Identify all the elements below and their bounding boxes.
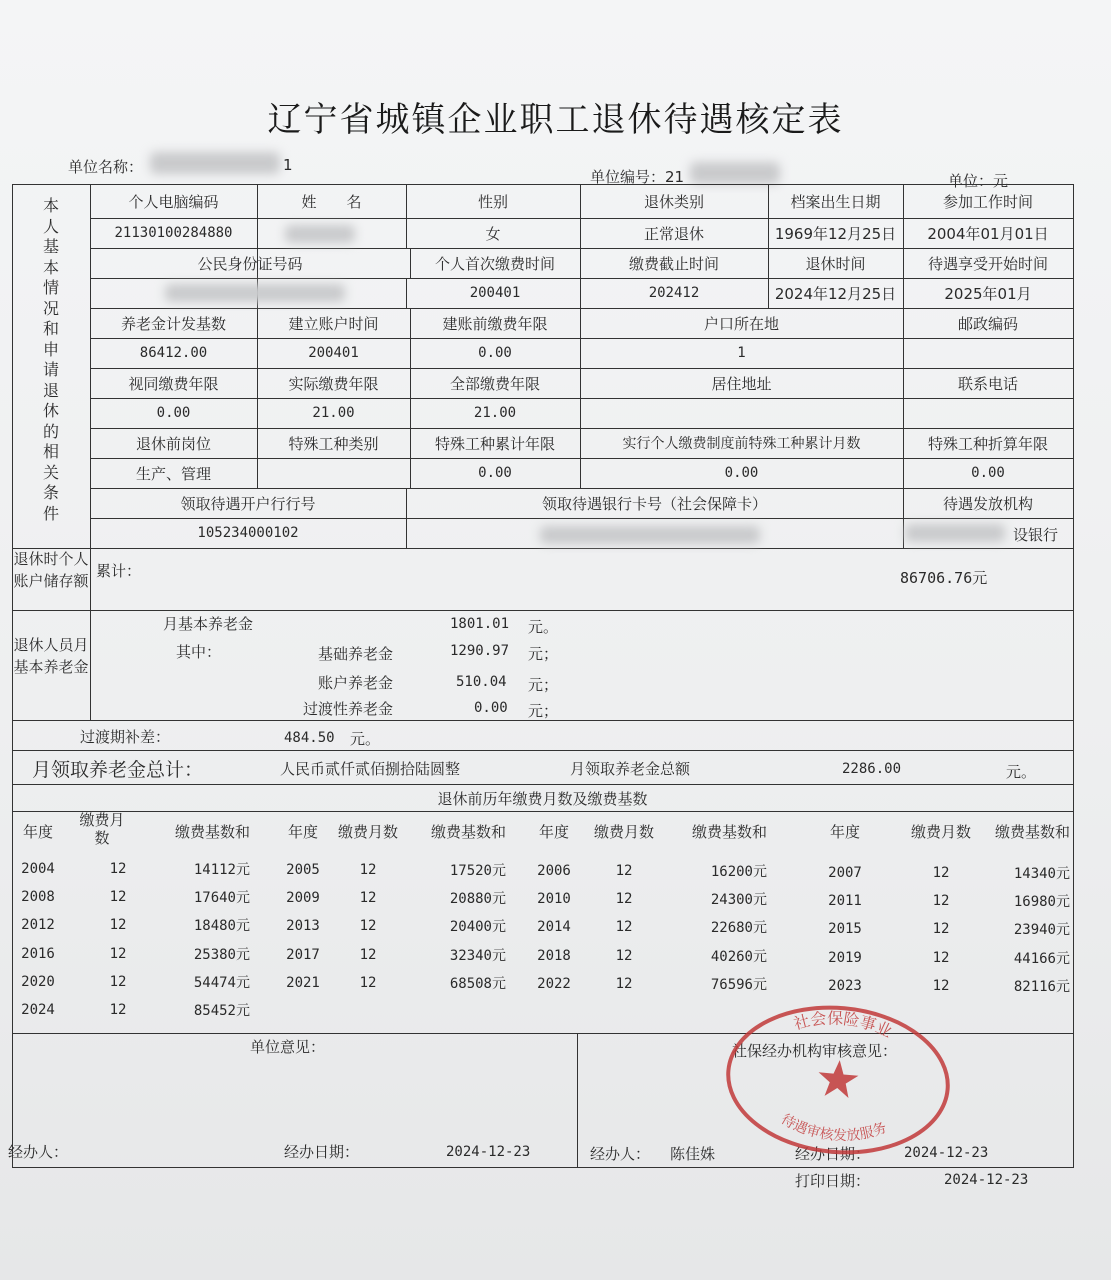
special-months-value: 0.00 xyxy=(724,465,759,481)
header-special-months: 实行个人缴费制度前特殊工种累计月数 xyxy=(622,436,861,452)
agency-opinion-label: 社保经办机构审核意见： xyxy=(732,1042,898,1060)
history-year-cell: 2015 xyxy=(828,920,862,937)
redaction xyxy=(905,524,1005,542)
history-year-cell: 2023 xyxy=(828,977,862,994)
history-sum-cell: 16200元 xyxy=(710,864,767,881)
header-special-type: 特殊工种类别 xyxy=(288,434,379,453)
post-value: 生产、管理 xyxy=(135,464,211,483)
history-sum-cell: 14112元 xyxy=(193,862,250,878)
history-sum-cell: 54474元 xyxy=(193,975,250,991)
history-year-cell: 2009 xyxy=(286,890,320,907)
history-sum-cell: 17640元 xyxy=(193,890,250,906)
account-pension-value: 510.04 xyxy=(456,674,507,690)
actual-years-value: 21.00 xyxy=(312,405,355,421)
account-pension-unit: 元； xyxy=(528,676,559,694)
pay-end-value: 202412 xyxy=(648,285,700,301)
header-pay-end: 缴费截止时间 xyxy=(628,254,719,273)
unit-name-label: 单位名称： xyxy=(68,158,144,176)
handler2-name: 陈佳姝 xyxy=(670,1145,716,1163)
unit-name-tail: 1 xyxy=(283,156,293,174)
account-cumulative-value: 86706.76元 xyxy=(900,569,988,587)
header-gender: 性别 xyxy=(477,192,508,211)
total-years-value: 21.00 xyxy=(473,405,517,421)
history-year-cell: 2019 xyxy=(828,949,862,966)
history-sum-cell: 25380元 xyxy=(193,947,250,963)
redaction xyxy=(690,162,780,184)
header-personal-code: 个人电脑编码 xyxy=(128,192,219,211)
transition-diff-unit: 元。 xyxy=(350,730,381,748)
transition-pension-label: 过渡性养老金 xyxy=(303,700,394,718)
total-rmb-words: 人民币贰仟贰佰捌拾陆圆整 xyxy=(280,760,461,778)
unit-label: 单位：元 xyxy=(948,172,1009,190)
header-id-number: 公民身份证号码 xyxy=(197,254,303,273)
redaction xyxy=(285,225,355,243)
border-line xyxy=(12,1167,1074,1168)
of-which-label: 其中： xyxy=(176,643,222,661)
birth-date-value: 1969年12月25日 xyxy=(774,224,897,243)
history-year-cell: 2012 xyxy=(21,917,55,933)
transition-diff-value: 484.50 xyxy=(284,730,335,746)
history-months-cell: 12 xyxy=(109,889,127,905)
header-post: 退休前岗位 xyxy=(135,434,211,453)
seal-text-bottom: 待遇审核发放服务 xyxy=(778,1111,890,1145)
history-header-sum: 缴费基数和 xyxy=(994,822,1070,841)
header-work-start: 参加工作时间 xyxy=(942,192,1033,211)
history-months-cell: 12 xyxy=(109,946,127,962)
header-agency: 待遇发放机构 xyxy=(942,494,1033,513)
pre-years-value: 0.00 xyxy=(478,345,512,361)
history-months-cell: 12 xyxy=(359,862,377,879)
history-header-year: 年度 xyxy=(538,822,569,841)
grid-line xyxy=(12,548,1073,549)
history-header-months: 缴费月数 xyxy=(593,822,654,841)
header-special-conv: 特殊工种折算年限 xyxy=(927,434,1048,453)
history-sum-cell: 82116元 xyxy=(1013,978,1070,995)
special-years-value: 0.00 xyxy=(478,465,512,481)
base-value: 86412.00 xyxy=(139,345,208,361)
history-months-cell: 12 xyxy=(615,976,633,993)
handle-date2-label: 经办日期： xyxy=(795,1145,871,1163)
history-months-cell: 12 xyxy=(615,948,633,965)
history-header-sum: 缴费基数和 xyxy=(691,822,767,841)
page-title: 辽宁省城镇企业职工退休待遇核定表 xyxy=(267,100,844,140)
history-months-cell: 12 xyxy=(615,919,633,936)
account-cumulative-label: 累计： xyxy=(96,562,142,580)
history-header-months: 缴费月数 xyxy=(79,811,125,847)
header-retire-time: 退休时间 xyxy=(805,254,866,273)
basic-pension-value: 1290.97 xyxy=(450,643,510,659)
official-seal xyxy=(716,994,960,1166)
transition-pension-value: 0.00 xyxy=(474,700,508,716)
total-amount-label: 月领取养老金总额 xyxy=(570,760,691,778)
account-time-value: 200401 xyxy=(308,345,359,361)
benefit-start-value: 2025年01月 xyxy=(944,284,1032,303)
history-year-cell: 2007 xyxy=(828,864,862,881)
header-bank-number: 领取待遇开户行行号 xyxy=(180,494,316,513)
header-special-years: 特殊工种累计年限 xyxy=(434,434,555,453)
history-header-year: 年度 xyxy=(829,822,860,841)
retire-type-value: 正常退休 xyxy=(643,224,704,243)
history-year-cell: 2014 xyxy=(537,919,571,936)
history-sum-cell: 18480元 xyxy=(193,918,250,934)
header-birth-date: 档案出生日期 xyxy=(790,192,881,211)
hukou-value: 1 xyxy=(737,345,746,361)
grid-line xyxy=(406,278,407,308)
section-label-account: 退休时个人账户储存额 xyxy=(13,550,89,590)
header-pre-years: 建账前缴费年限 xyxy=(442,314,548,333)
history-header-sum: 缴费基数和 xyxy=(430,822,506,841)
history-months-cell: 12 xyxy=(932,949,950,966)
history-sum-cell: 76596元 xyxy=(710,977,767,994)
grid-line xyxy=(12,610,1073,611)
history-sum-cell: 20400元 xyxy=(449,919,506,936)
history-months-cell: 12 xyxy=(932,864,950,881)
redaction xyxy=(150,152,280,174)
personal-code-value: 21130100284880 xyxy=(114,225,233,241)
history-year-cell: 2008 xyxy=(21,889,55,905)
history-header-year: 年度 xyxy=(22,822,53,841)
header-retire-type: 退休类别 xyxy=(643,192,704,211)
header-deemed-years: 视同缴费年限 xyxy=(128,374,219,393)
handler-label: 经办人： xyxy=(8,1143,69,1161)
history-months-cell: 12 xyxy=(932,920,950,937)
header-postcode: 邮政编码 xyxy=(957,314,1018,333)
deemed-years-value: 0.00 xyxy=(156,405,191,421)
transition-pension-unit: 元； xyxy=(528,702,559,720)
history-year-cell: 2011 xyxy=(828,892,862,909)
history-months-cell: 12 xyxy=(359,890,377,907)
history-year-cell: 2006 xyxy=(537,863,571,880)
header-phone: 联系电话 xyxy=(957,374,1018,393)
section-label-basic-info: 本人基本情况和申请退休的相关条件 xyxy=(42,196,59,523)
history-sum-cell: 68508元 xyxy=(449,976,506,993)
grid-line xyxy=(12,750,1073,751)
history-sum-cell: 32340元 xyxy=(449,948,506,965)
history-year-cell: 2024 xyxy=(21,1002,55,1018)
header-hukou: 户口所在地 xyxy=(703,314,779,333)
total-label: 月领取养老金总计： xyxy=(32,759,204,781)
border-line xyxy=(12,184,1074,185)
bank-number-value: 105234000102 xyxy=(197,525,299,541)
star-icon xyxy=(817,1058,860,1098)
history-sum-cell: 23940元 xyxy=(1013,921,1070,938)
gender-value: 女 xyxy=(485,224,501,243)
section-label-pension: 退休人员月基本养老金 xyxy=(13,636,89,676)
total-amount-value: 2286.00 xyxy=(842,761,902,777)
history-months-cell: 12 xyxy=(109,1002,127,1018)
history-year-cell: 2016 xyxy=(21,946,55,962)
account-pension-label: 账户养老金 xyxy=(318,674,394,692)
basic-pension-unit: 元； xyxy=(528,645,559,663)
history-header-year: 年度 xyxy=(287,822,318,841)
history-year-cell: 2020 xyxy=(21,974,55,990)
history-sum-cell: 40260元 xyxy=(710,949,767,966)
history-title: 退休前历年缴费月数及缴费基数 xyxy=(437,789,648,808)
history-header-months: 缴费月数 xyxy=(337,822,398,841)
history-header-months: 缴费月数 xyxy=(910,822,971,841)
print-date-label: 打印日期： xyxy=(795,1172,871,1190)
history-sum-cell: 44166元 xyxy=(1013,950,1070,967)
handle-date-label: 经办日期： xyxy=(284,1143,360,1161)
header-actual-years: 实际缴费年限 xyxy=(288,374,379,393)
history-year-cell: 2004 xyxy=(21,861,55,877)
history-sum-cell: 16980元 xyxy=(1013,893,1070,910)
monthly-pension-value: 1801.01 xyxy=(450,616,510,632)
first-pay-value: 200401 xyxy=(469,285,521,301)
grid-line xyxy=(12,720,1073,721)
history-sum-cell: 24300元 xyxy=(710,892,767,909)
header-first-pay: 个人首次缴费时间 xyxy=(434,254,555,273)
border-line xyxy=(1073,184,1074,1168)
retire-time-value: 2024年12月25日 xyxy=(774,284,897,303)
history-months-cell: 12 xyxy=(109,917,127,933)
handler2-label: 经办人： xyxy=(590,1145,651,1163)
history-months-cell: 12 xyxy=(615,891,633,908)
history-sum-cell: 22680元 xyxy=(710,920,767,937)
seal-text-top: 社会保险事业 xyxy=(791,1008,896,1042)
history-year-cell: 2010 xyxy=(537,891,571,908)
print-date-value: 2024-12-23 xyxy=(944,1172,1029,1188)
grid-line xyxy=(12,811,1073,812)
special-conv-value: 0.00 xyxy=(971,465,1005,481)
grid-line xyxy=(577,1033,578,1167)
history-sum-cell: 85452元 xyxy=(193,1003,250,1019)
monthly-pension-unit: 元。 xyxy=(528,618,559,636)
history-sum-cell: 20880元 xyxy=(449,891,506,908)
header-address: 居住地址 xyxy=(711,374,772,393)
history-year-cell: 2017 xyxy=(286,947,320,964)
history-months-cell: 12 xyxy=(615,863,633,880)
handle-date-value: 2024-12-23 xyxy=(446,1144,531,1160)
redaction xyxy=(540,526,760,544)
header-base: 养老金计发基数 xyxy=(120,314,226,333)
grid-line xyxy=(90,610,91,720)
history-year-cell: 2022 xyxy=(537,976,571,993)
handle-date2-value: 2024-12-23 xyxy=(904,1145,989,1161)
history-year-cell: 2005 xyxy=(286,862,320,879)
history-year-cell: 2013 xyxy=(286,918,320,935)
unit-opinion-label: 单位意见： xyxy=(250,1038,326,1056)
total-amount-unit: 元。 xyxy=(1006,763,1037,781)
basic-pension-label: 基础养老金 xyxy=(318,645,394,663)
transition-diff-label: 过渡期补差： xyxy=(80,728,171,746)
redaction xyxy=(165,284,345,302)
work-start-value: 2004年01月01日 xyxy=(927,224,1049,243)
monthly-pension-label: 月基本养老金 xyxy=(163,615,254,633)
history-year-cell: 2018 xyxy=(537,948,571,965)
header-benefit-start: 待遇享受开始时间 xyxy=(927,254,1048,273)
history-months-cell: 12 xyxy=(932,977,950,994)
agency-value: 设银行 xyxy=(1013,526,1059,544)
history-sum-cell: 17520元 xyxy=(449,863,506,880)
history-year-cell: 2021 xyxy=(286,975,320,992)
header-name: 姓 名 xyxy=(301,192,362,211)
unit-no-label: 单位编号：21 xyxy=(590,168,685,186)
history-months-cell: 12 xyxy=(109,861,127,877)
history-months-cell: 12 xyxy=(109,974,127,990)
header-account-time: 建立账户时间 xyxy=(288,314,379,333)
history-months-cell: 12 xyxy=(359,918,377,935)
history-sum-cell: 14340元 xyxy=(1013,865,1070,882)
history-months-cell: 12 xyxy=(932,892,950,909)
header-total-years: 全部缴费年限 xyxy=(449,374,540,393)
header-bank-card: 领取待遇银行卡号（社会保障卡） xyxy=(541,494,767,513)
history-months-cell: 12 xyxy=(359,975,377,992)
history-header-sum: 缴费基数和 xyxy=(174,822,250,841)
history-months-cell: 12 xyxy=(359,947,377,964)
